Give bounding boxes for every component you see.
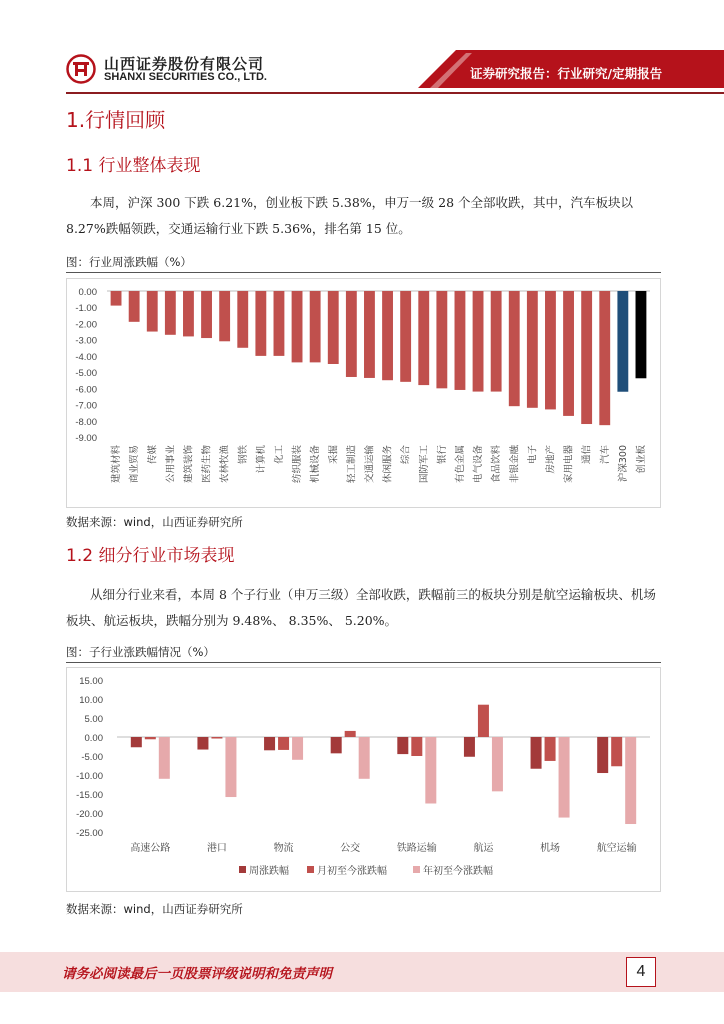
x-tick-label: 有色金属 bbox=[454, 445, 466, 484]
bar bbox=[473, 291, 484, 392]
y-tick-label: 15.00 bbox=[79, 676, 103, 687]
bar bbox=[509, 291, 520, 406]
bar bbox=[364, 291, 375, 378]
y-tick-label: -20.00 bbox=[76, 809, 103, 820]
bar bbox=[345, 731, 356, 737]
x-tick-label: 建筑材料 bbox=[111, 445, 123, 484]
x-tick-label: 纺织服装 bbox=[292, 445, 304, 484]
y-tick-label: -1.00 bbox=[75, 303, 97, 315]
bar bbox=[411, 737, 422, 756]
y-tick-label: 0.00 bbox=[84, 733, 103, 744]
bar bbox=[292, 291, 303, 362]
x-tick-label: 电气设备 bbox=[473, 445, 485, 484]
x-tick-label: 非银金融 bbox=[509, 445, 521, 484]
y-tick-label: 0.00 bbox=[78, 287, 97, 298]
x-tick-label: 高速公路 bbox=[130, 843, 171, 854]
company-name-en: SHANXI SECURITIES CO., LTD. bbox=[104, 71, 267, 83]
legend-label: 月初至今涨跌幅 bbox=[317, 866, 387, 877]
x-tick-label: 传媒 bbox=[147, 445, 159, 465]
x-tick-label: 计算机 bbox=[255, 445, 267, 474]
bar bbox=[165, 291, 176, 335]
report-type: 证券研究报告：行业研究/定期报告 bbox=[470, 66, 663, 81]
bar bbox=[425, 737, 436, 804]
x-tick-label: 交通运输 bbox=[364, 445, 376, 484]
x-tick-label: 电子 bbox=[527, 445, 539, 465]
bar bbox=[145, 737, 156, 739]
bar bbox=[581, 291, 592, 424]
x-tick-label: 港口 bbox=[206, 843, 227, 854]
bar bbox=[183, 291, 194, 336]
x-tick-label: 钢铁 bbox=[237, 445, 249, 465]
bar bbox=[478, 705, 489, 737]
paragraph-sub: 从细分行业来看，本周 8 个子行业（申万三级）全部收跌，跌幅前三的板块分别是航空运输板块、机场板块、航运板块，跌幅分别为 9.48%、 8.35%、 5.20%。 bbox=[66, 587, 656, 628]
x-tick-label: 机场 bbox=[540, 843, 561, 854]
x-tick-label: 通信 bbox=[581, 445, 593, 465]
x-tick-label: 农林牧渔 bbox=[219, 445, 231, 484]
x-tick-label: 航运 bbox=[473, 843, 494, 854]
bar bbox=[147, 291, 158, 332]
bar bbox=[111, 291, 122, 306]
legend-label: 周涨跌幅 bbox=[249, 866, 289, 877]
x-tick-label: 休闲服务 bbox=[382, 445, 394, 484]
bar bbox=[310, 291, 321, 362]
bar bbox=[491, 291, 502, 392]
x-tick-label: 铁路运输 bbox=[396, 843, 437, 854]
chart-industry-weekly-svg bbox=[67, 279, 660, 507]
bar bbox=[292, 737, 303, 760]
y-tick-label: -3.00 bbox=[75, 335, 97, 347]
header-rule bbox=[66, 92, 724, 94]
y-tick-label: -5.00 bbox=[81, 752, 103, 763]
x-tick-label: 沪深300 bbox=[617, 445, 629, 483]
bar bbox=[563, 291, 574, 416]
y-tick-label: -25.00 bbox=[76, 828, 103, 839]
bar bbox=[545, 737, 556, 761]
bar bbox=[278, 737, 289, 750]
bar bbox=[636, 291, 647, 378]
bar bbox=[197, 737, 208, 750]
x-tick-label: 公交 bbox=[340, 843, 361, 854]
chart-industry-weekly bbox=[66, 278, 661, 508]
bar bbox=[237, 291, 248, 348]
bar bbox=[559, 737, 570, 818]
bar bbox=[418, 291, 429, 385]
x-tick-label: 物流 bbox=[273, 843, 294, 854]
bar bbox=[625, 737, 636, 824]
bar bbox=[531, 737, 542, 769]
bar bbox=[211, 737, 222, 739]
caption-rule bbox=[66, 272, 661, 273]
bar bbox=[597, 737, 608, 773]
bar bbox=[359, 737, 370, 779]
bar bbox=[611, 737, 622, 766]
x-tick-label: 家用电器 bbox=[563, 445, 575, 484]
x-tick-label: 国防军工 bbox=[418, 445, 430, 484]
x-tick-label: 商业贸易 bbox=[129, 445, 141, 484]
bar bbox=[397, 737, 408, 754]
page-number: 4 bbox=[626, 957, 656, 987]
bar bbox=[455, 291, 466, 390]
x-tick-label: 汽车 bbox=[599, 445, 611, 465]
x-tick-label: 化工 bbox=[273, 445, 285, 465]
bar bbox=[436, 291, 447, 388]
y-tick-label: -7.00 bbox=[75, 400, 97, 412]
figure-caption-weekly: 图：行业周涨跌幅（%） bbox=[66, 255, 192, 269]
bar bbox=[264, 737, 275, 750]
bar bbox=[129, 291, 140, 322]
bar bbox=[159, 737, 170, 779]
source-note-sub: 数据来源：wind，山西证券研究所 bbox=[66, 902, 243, 916]
bar bbox=[201, 291, 212, 338]
x-tick-label: 医药生物 bbox=[201, 445, 213, 484]
bar bbox=[400, 291, 411, 382]
section-title: 1.行情回顾 bbox=[66, 108, 166, 132]
y-tick-label: -2.00 bbox=[75, 319, 97, 331]
bar bbox=[255, 291, 266, 356]
x-tick-label: 建筑装饰 bbox=[183, 445, 195, 484]
bar bbox=[274, 291, 285, 356]
x-tick-label: 航空运输 bbox=[596, 843, 637, 854]
chart-subindustry bbox=[66, 667, 661, 892]
company-name-cn: 山西证券股份有限公司 bbox=[104, 55, 265, 73]
y-tick-label: -6.00 bbox=[75, 384, 97, 396]
legend-swatch bbox=[239, 866, 246, 873]
bar bbox=[617, 291, 628, 392]
x-tick-label: 公用事业 bbox=[165, 445, 177, 484]
x-tick-label: 轻工制造 bbox=[346, 445, 358, 484]
y-tick-label: -4.00 bbox=[75, 351, 97, 363]
x-tick-label: 食品饮料 bbox=[491, 445, 503, 484]
bar bbox=[492, 737, 503, 791]
company-logo-icon bbox=[66, 54, 96, 84]
y-tick-label: 5.00 bbox=[84, 714, 103, 725]
y-tick-label: -5.00 bbox=[75, 368, 97, 380]
legend-label: 年初至今涨跌幅 bbox=[423, 866, 493, 877]
y-tick-label: -10.00 bbox=[76, 771, 103, 782]
bar bbox=[527, 291, 538, 408]
paragraph-overall: 本周，沪深 300 下跌 6.21%，创业板下跌 5.38%，申万一级 28 个全部收跌，其中，汽车板块以 8.27%跌幅领跌，交通运输行业下跌 5.36%，排名第 15 位。 bbox=[66, 195, 634, 236]
y-tick-label: -8.00 bbox=[75, 416, 97, 428]
y-tick-label: 10.00 bbox=[79, 695, 103, 706]
footer-disclaimer: 请务必阅读最后一页股票评级说明和免责声明 bbox=[62, 966, 332, 982]
x-tick-label: 创业板 bbox=[635, 445, 647, 474]
bar bbox=[225, 737, 236, 797]
bar bbox=[331, 737, 342, 753]
x-tick-label: 采掘 bbox=[328, 445, 340, 465]
bar bbox=[346, 291, 357, 377]
bar bbox=[599, 291, 610, 425]
source-note-weekly: 数据来源：wind，山西证券研究所 bbox=[66, 515, 243, 529]
page-header bbox=[0, 0, 724, 92]
x-tick-label: 房地产 bbox=[545, 445, 557, 474]
bar bbox=[545, 291, 556, 409]
x-tick-label: 机械设备 bbox=[310, 445, 322, 484]
chart-subindustry-svg bbox=[67, 668, 660, 891]
bar bbox=[131, 737, 142, 747]
caption-rule bbox=[66, 662, 661, 663]
figure-caption-sub: 图：子行业涨跌幅情况（%） bbox=[66, 645, 215, 659]
bar bbox=[382, 291, 393, 380]
y-tick-label: -15.00 bbox=[76, 790, 103, 801]
legend-swatch bbox=[307, 866, 314, 873]
legend-swatch bbox=[413, 866, 420, 873]
subsection-title-sub: 1.2 细分行业市场表现 bbox=[66, 546, 235, 566]
bar bbox=[219, 291, 230, 341]
bar bbox=[328, 291, 339, 364]
y-tick-label: -9.00 bbox=[75, 433, 97, 444]
bar bbox=[464, 737, 475, 757]
x-tick-label: 银行 bbox=[436, 445, 448, 465]
x-tick-label: 综合 bbox=[400, 445, 412, 465]
subsection-title-overall: 1.1 行业整体表现 bbox=[66, 156, 201, 176]
